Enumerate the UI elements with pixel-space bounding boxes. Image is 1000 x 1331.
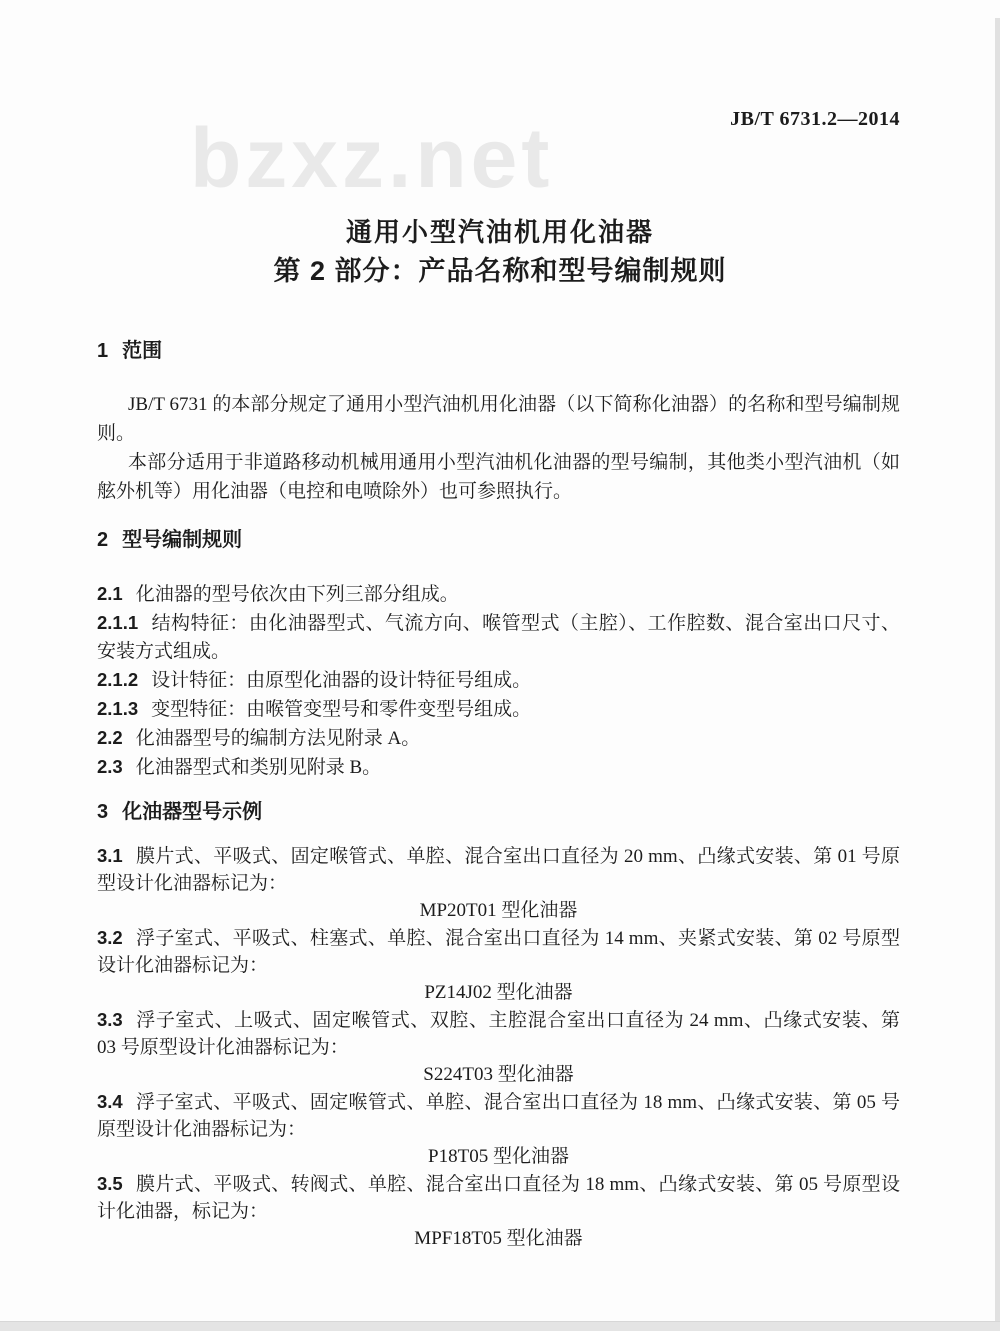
model-designation: P18T05 型化油器 <box>428 1146 569 1167</box>
clause-number: 3.3 <box>97 1009 123 1030</box>
model-designation: S224T03 型化油器 <box>423 1064 574 1085</box>
example-text: 膜片式、平吸式、固定喉管式、单腔、混合室出口直径为 20 mm、凸缘式安装、第 01 号原型设计化油器标记为： <box>97 846 900 894</box>
model-designation: PZ14J02 型化油器 <box>424 982 573 1003</box>
clause-2-2 <box>97 724 900 753</box>
example-3-4 <box>97 1088 900 1143</box>
clause-text: 化油器的型号依次由下列三部分组成。 <box>135 584 459 605</box>
example-3-1 <box>97 842 900 897</box>
section-number: 1 <box>97 340 109 362</box>
example-3-2 <box>97 924 900 979</box>
clause-2-3 <box>97 753 900 782</box>
clause-number: 3.4 <box>97 1091 123 1112</box>
example-text: 膜片式、平吸式、转阀式、单腔、混合室出口直径为 18 mm、凸缘式安装、第 05 号原型设计化油器，标记为： <box>97 1174 900 1222</box>
clause-number: 2.1.1 <box>97 612 139 633</box>
example-3-5 <box>97 1170 900 1225</box>
clause-text: 结构特征：由化油器型式、气流方向、喉管型式（主腔）、工作腔数、混合室出口尺寸、安装方式组成。 <box>97 613 900 662</box>
example-text: 浮子室式、平吸式、固定喉管式、单腔、混合室出口直径为 18 mm、凸缘式安装、第 05 号原型设计化油器标记为： <box>97 1092 900 1140</box>
scope-paragraph-2: 本部分适用于非道路移动机械用通用小型汽油机化油器的型号编制，其他类小型汽油机（如舷外机等）用化油器（电控和电喷除外）也可参照执行。 <box>97 452 900 502</box>
model-designation: MP20T01 型化油器 <box>419 900 578 921</box>
example-text: 浮子室式、平吸式、柱塞式、单腔、混合室出口直径为 14 mm、夹紧式安装、第 02 号原型设计化油器标记为： <box>97 928 900 976</box>
clause-text: 变型特征：由喉管变型号和零件变型号组成。 <box>151 699 532 720</box>
standard-number: JB/T 6731.2—2014 <box>730 108 900 130</box>
clause-number: 2.1 <box>97 583 123 604</box>
clause-number: 2.1.2 <box>97 669 139 690</box>
example-text: 浮子室式、上吸式、固定喉管式、双腔、主腔混合室出口直径为 24 mm、凸缘式安装、第 03 号原型设计化油器标记为： <box>97 1010 900 1058</box>
clause-number: 2.2 <box>97 727 123 748</box>
model-designation: MPF18T05 型化油器 <box>414 1228 583 1249</box>
clause-2-1-1 <box>97 609 900 666</box>
clause-number: 3.1 <box>97 845 123 866</box>
clause-number: 3.2 <box>97 927 123 948</box>
section-heading-examples <box>97 799 900 825</box>
watermark: bzxz.net <box>190 111 554 205</box>
section-title: 范围 <box>122 340 163 362</box>
clause-2-1-3 <box>97 695 900 724</box>
section-title: 化油器型号示例 <box>122 801 263 823</box>
scan-edge-right <box>995 18 1000 1331</box>
section-number: 2 <box>97 529 109 551</box>
scope-paragraph-1: JB/T 6731 的本部分规定了通用小型汽油机用化油器（以下简称化油器）的名称和型号编制规则。 <box>97 394 900 444</box>
clause-text: 化油器型式和类别见附录 B。 <box>135 757 382 778</box>
clause-text: 设计特征：由原型化油器的设计特征号组成。 <box>151 670 532 691</box>
document-title-line1: 通用小型汽油机用化油器 <box>345 217 654 247</box>
clause-number: 2.3 <box>97 756 123 777</box>
clause-number: 3.5 <box>97 1173 123 1194</box>
section-title: 型号编制规则 <box>122 529 243 551</box>
section-heading-scope <box>97 338 900 364</box>
section-heading-rules <box>97 527 900 553</box>
document-title-line2: 第 2 部分：产品名称和型号编制规则 <box>273 256 727 286</box>
clause-2-1 <box>97 580 900 609</box>
section-number: 3 <box>97 801 109 823</box>
clause-2-1-2 <box>97 666 900 695</box>
clause-number: 2.1.3 <box>97 698 139 719</box>
clause-text: 化油器型号的编制方法见附录 A。 <box>135 728 421 749</box>
scan-edge-bottom <box>0 1321 1000 1331</box>
example-3-3 <box>97 1006 900 1061</box>
